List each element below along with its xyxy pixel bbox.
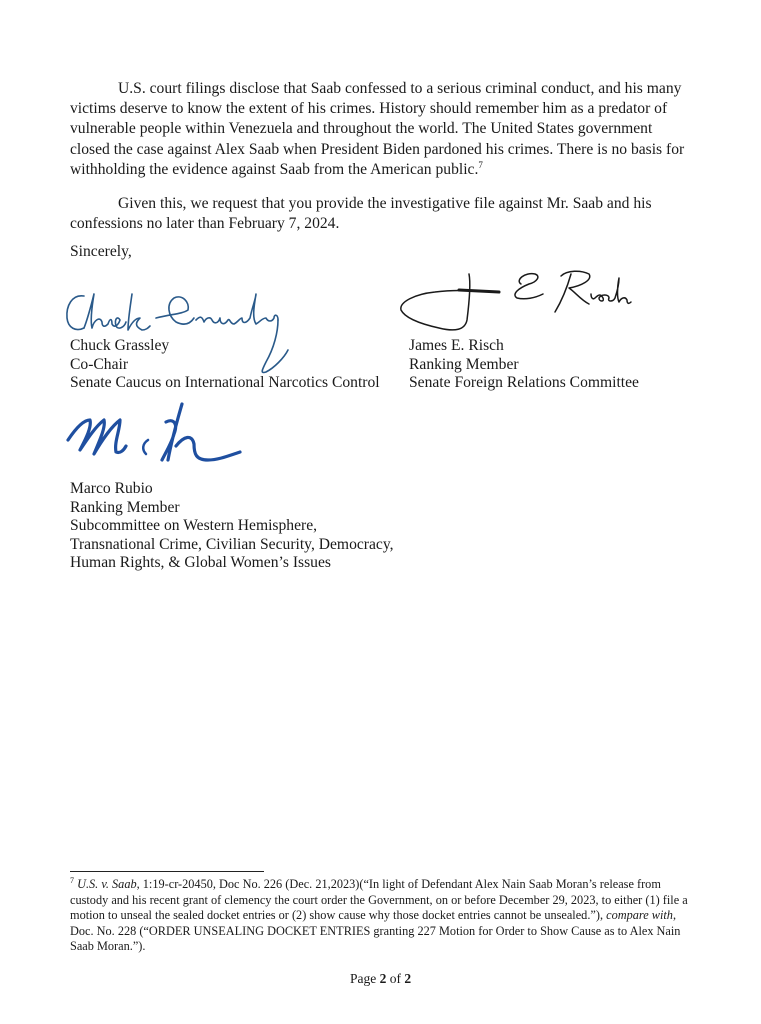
paragraph-text: U.S. court filings disclose that Saab confessed to a serious criminal conduct, and his many victims deserve to know the extent of his crimes. History should remember him as a predator of vulnerable people within Venezuela and throughout the world. The United States government closed the case against Alex Saab when President Biden pardoned his crimes. There is no basis for withholding the evidence against Saab from the American public. — [70, 80, 685, 178]
signature-stroke — [67, 296, 84, 330]
footnote-7 — [70, 877, 690, 955]
signature-stroke — [401, 274, 495, 330]
signature-block-grassley — [70, 337, 380, 393]
footnote-text: , 1:19-cr-20450, Doc No. 226 (Dec. 21,2023)(“In light of Defendant Alex Nain Saab Moran’s release from custody and his recent grant of clemency the court order the Government, on or before December 29, 2023, to either (1) file a motion to unseal the sealed docket entries or (2) show cause why those docket entries cannot be unsealed.”), — [70, 877, 688, 923]
signature-block-risch — [409, 337, 639, 393]
signatory-committee: Subcommittee on Western Hemisphere, — [70, 517, 318, 535]
signatory-committee: Transnational Crime, Civilian Security, Democracy, — [70, 535, 394, 553]
signatory-name: James E. Risch — [409, 337, 504, 354]
footnote-number: 7 — [70, 876, 74, 885]
footnote-text: , Doc. No. 228 (“ORDER UNSEALING DOCKET ENTRIES granting 227 Motion for Order to Show Cause as to Alex Nain Saab Moran.”). — [70, 908, 681, 954]
signature-stroke — [84, 294, 126, 328]
paragraph-text: Given this, we request that you provide the investigative file against Mr. Saab and his confessions no later than February 7, 2024. — [70, 195, 652, 233]
page-of: of — [386, 971, 405, 986]
signature-stroke — [162, 404, 240, 460]
footnote-compare: compare with — [606, 908, 673, 923]
signature-stroke — [68, 420, 126, 454]
page-number — [0, 971, 761, 987]
footnote-reference: 7 — [478, 159, 483, 170]
paragraph-court-filings — [70, 79, 685, 180]
signatory-title: Ranking Member — [409, 355, 519, 373]
signatory-name: Chuck Grassley — [70, 337, 170, 354]
signature-stroke — [143, 440, 148, 454]
signatory-title: Ranking Member — [70, 498, 180, 516]
paragraph-request — [70, 194, 685, 234]
signatory-name: Marco Rubio — [70, 480, 153, 497]
signatory-committee: Human Rights, & Global Women’s Issues — [70, 554, 331, 572]
signature-stroke — [515, 274, 543, 299]
footnote-separator — [70, 871, 264, 872]
rubio-signature — [62, 398, 247, 470]
signature-stroke — [555, 271, 590, 312]
page-current: 2 — [379, 971, 387, 986]
signature-stroke — [459, 290, 499, 292]
signature-stroke — [591, 278, 631, 303]
signature-block-rubio — [70, 480, 394, 573]
risch-signature — [395, 264, 635, 336]
signature-stroke — [128, 294, 150, 330]
page-prefix: Page — [349, 971, 380, 986]
page-total: 2 — [404, 971, 412, 986]
footnote-case-name: U.S. v. Saab — [77, 877, 137, 891]
signatory-title: Co-Chair — [70, 355, 129, 373]
signature-stroke — [196, 294, 278, 324]
signatory-committee: Senate Foreign Relations Committee — [409, 374, 639, 392]
closing-salutation: Sincerely, — [70, 243, 132, 260]
signatory-committee: Senate Caucus on International Narcotics Control — [70, 374, 380, 392]
signature-stroke — [156, 297, 194, 324]
